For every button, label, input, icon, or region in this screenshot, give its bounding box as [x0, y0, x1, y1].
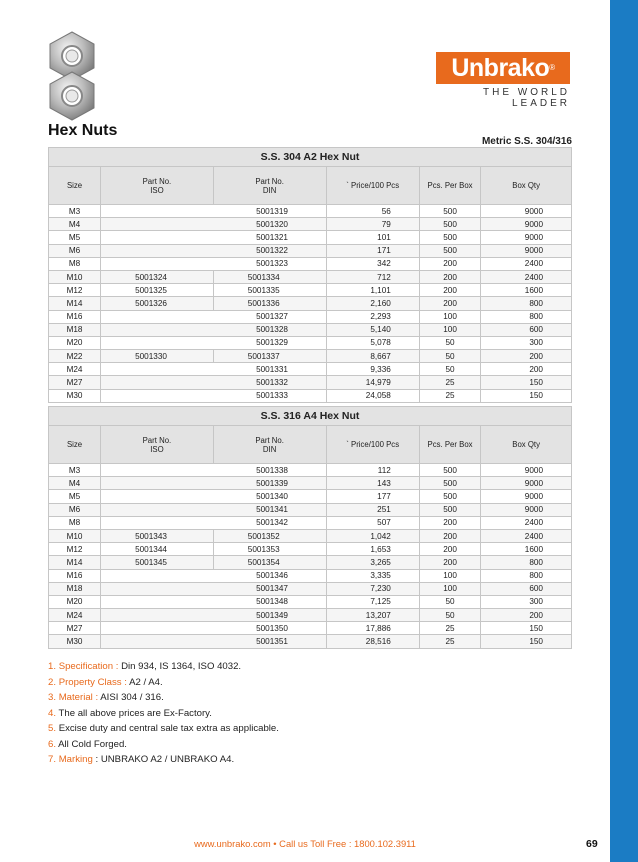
- cell-box-qty: 150: [481, 389, 572, 402]
- cell-box-qty: 9000: [481, 503, 572, 516]
- cell-box-qty: 200: [481, 609, 572, 622]
- cell-size: M24: [49, 609, 101, 622]
- table-row: [49, 363, 572, 376]
- cell-price: 79: [326, 218, 419, 231]
- spec-number: 3.: [48, 692, 57, 703]
- cell-part-no: 5001333: [101, 389, 326, 402]
- spec-label: Material :: [58, 692, 99, 703]
- cell-box-qty: 9000: [481, 231, 572, 244]
- cell-part-no: 5001331: [101, 363, 326, 376]
- cell-pcs-per-box: 200: [419, 516, 480, 529]
- cell-size: M5: [49, 490, 101, 503]
- header-pcs-per-box: Pcs. Per Box: [419, 426, 480, 464]
- cell-part-no: 5001346: [101, 569, 326, 582]
- cell-part-iso: 5001326: [101, 297, 214, 310]
- cell-part-no: 5001349: [101, 609, 326, 622]
- cell-size: M8: [49, 257, 101, 270]
- cell-part-no: 5001319: [101, 205, 326, 218]
- table-row: [49, 389, 572, 402]
- header-part-din-line1: Part No.: [255, 435, 284, 445]
- unbrako-logo: [436, 52, 570, 84]
- cell-part-no: 5001348: [101, 595, 326, 608]
- cell-size: M14: [49, 297, 101, 310]
- cell-pcs-per-box: 25: [419, 376, 480, 389]
- side-color-bar: [610, 0, 638, 862]
- cell-part-din: 5001352: [213, 529, 326, 542]
- table-row: [49, 270, 572, 283]
- table-row: [49, 310, 572, 323]
- header-part-iso: [101, 426, 214, 464]
- table-row: [49, 477, 572, 490]
- cell-part-din: 5001336: [213, 297, 326, 310]
- cell-pcs-per-box: 500: [419, 218, 480, 231]
- cell-box-qty: 300: [481, 336, 572, 349]
- cell-box-qty: 1600: [481, 543, 572, 556]
- cell-box-qty: 150: [481, 622, 572, 635]
- spec-text: Din 934, IS 1364, ISO 4032.: [121, 661, 242, 672]
- cell-part-no: 5001320: [101, 218, 326, 231]
- table-row: [49, 297, 572, 310]
- header-part-iso-line1: Part No.: [142, 176, 172, 186]
- cell-pcs-per-box: 100: [419, 323, 480, 336]
- cell-pcs-per-box: 200: [419, 543, 480, 556]
- header-size: Size: [49, 426, 101, 464]
- spec-label: Property Class :: [58, 676, 127, 688]
- cell-pcs-per-box: 500: [419, 490, 480, 503]
- page-number: 69: [586, 838, 598, 850]
- cell-box-qty: 150: [481, 635, 572, 648]
- table-row: [49, 464, 572, 477]
- cell-part-no: 5001322: [101, 244, 326, 257]
- spec-text: A2 / A4.: [129, 676, 163, 688]
- cell-box-qty: 800: [481, 310, 572, 323]
- cell-box-qty: 300: [481, 595, 572, 608]
- header-part-din-line2: DIN: [262, 185, 277, 195]
- cell-pcs-per-box: 25: [419, 635, 480, 648]
- table-row: [49, 503, 572, 516]
- table-row: [49, 516, 572, 529]
- cell-pcs-per-box: 500: [419, 205, 480, 218]
- cell-price: 13,207: [326, 609, 419, 622]
- cell-box-qty: 9000: [481, 218, 572, 231]
- cell-pcs-per-box: 50: [419, 336, 480, 349]
- footer-contact: www.unbrako.com • Call us Toll Free : 1800.102.3911: [194, 838, 416, 849]
- cell-part-iso: 5001324: [101, 270, 214, 283]
- table-row: [49, 231, 572, 244]
- cell-part-no: 5001332: [101, 376, 326, 389]
- cell-box-qty: 600: [481, 323, 572, 336]
- spec-item: [48, 690, 279, 706]
- cell-price: 1,653: [326, 543, 419, 556]
- cell-pcs-per-box: 50: [419, 609, 480, 622]
- cell-part-no: 5001341: [101, 503, 326, 516]
- spec-item: [48, 706, 279, 722]
- cell-pcs-per-box: 200: [419, 297, 480, 310]
- spec-text: : UNBRAKO A2 / UNBRAKO A4.: [95, 754, 235, 765]
- cell-price: 342: [326, 257, 419, 270]
- cell-box-qty: 2400: [481, 529, 572, 542]
- cell-pcs-per-box: 200: [419, 284, 480, 297]
- cell-box-qty: 200: [481, 350, 572, 363]
- cell-price: 3,265: [326, 556, 419, 569]
- metric-label: Metric S.S. 304/316: [481, 136, 572, 147]
- cell-pcs-per-box: 500: [419, 244, 480, 257]
- logo-registered-mark: ®: [549, 63, 555, 72]
- cell-pcs-per-box: 200: [419, 529, 480, 542]
- cell-part-iso: 5001344: [101, 543, 214, 556]
- spec-label: Specification :: [58, 661, 119, 672]
- cell-size: M16: [49, 310, 101, 323]
- cell-price: 2,160: [326, 297, 419, 310]
- cell-size: M27: [49, 376, 101, 389]
- cell-size: M30: [49, 635, 101, 648]
- cell-size: M6: [49, 244, 101, 257]
- cell-price: 8,667: [326, 350, 419, 363]
- cell-part-din: 5001354: [213, 556, 326, 569]
- cell-size: M8: [49, 516, 101, 529]
- spec-item: [48, 737, 279, 753]
- cell-box-qty: 2400: [481, 270, 572, 283]
- spec-number: 7.: [48, 754, 57, 765]
- cell-price: 712: [326, 270, 419, 283]
- cell-size: M12: [49, 284, 101, 297]
- cell-box-qty: 600: [481, 582, 572, 595]
- spec-number: 6.: [48, 738, 57, 750]
- table-row: [49, 490, 572, 503]
- spec-number: 4.: [48, 707, 57, 719]
- header-price: ` Price/100 Pcs: [326, 426, 419, 464]
- cell-price: 143: [326, 477, 419, 490]
- table-row: [49, 376, 572, 389]
- cell-part-no: 5001321: [101, 231, 326, 244]
- cell-price: 7,125: [326, 595, 419, 608]
- cell-pcs-per-box: 25: [419, 622, 480, 635]
- spec-item: [48, 752, 279, 768]
- header-part-din-line2: DIN: [262, 444, 277, 454]
- ss316-price-table: [48, 406, 572, 649]
- cell-part-iso: 5001330: [101, 350, 214, 363]
- cell-price: 507: [326, 516, 419, 529]
- spec-text: Excise duty and central sale tax extra as applicable.: [58, 723, 279, 734]
- cell-price: 177: [326, 490, 419, 503]
- cell-price: 14,979: [326, 376, 419, 389]
- cell-pcs-per-box: 200: [419, 257, 480, 270]
- cell-price: 3,335: [326, 569, 419, 582]
- cell-pcs-per-box: 500: [419, 477, 480, 490]
- cell-part-no: 5001350: [101, 622, 326, 635]
- cell-size: M10: [49, 529, 101, 542]
- cell-size: M3: [49, 464, 101, 477]
- page-title: Hex Nuts: [48, 122, 118, 139]
- cell-part-no: 5001340: [101, 490, 326, 503]
- spec-item: [48, 675, 279, 691]
- table-row: [49, 582, 572, 595]
- cell-box-qty: 1600: [481, 284, 572, 297]
- cell-box-qty: 9000: [481, 477, 572, 490]
- logo-wordmark: Unbrako: [451, 54, 550, 82]
- cell-pcs-per-box: 25: [419, 389, 480, 402]
- hex-nuts-photo: [44, 30, 100, 122]
- spec-number: 5.: [48, 723, 57, 734]
- cell-part-iso: 5001343: [101, 529, 214, 542]
- cell-size: M3: [49, 205, 101, 218]
- cell-pcs-per-box: 500: [419, 464, 480, 477]
- cell-price: 2,293: [326, 310, 419, 323]
- header-price: ` Price/100 Pcs: [326, 167, 419, 205]
- cell-pcs-per-box: 50: [419, 363, 480, 376]
- cell-part-din: 5001335: [213, 284, 326, 297]
- table-row: [49, 569, 572, 582]
- cell-part-no: 5001339: [101, 477, 326, 490]
- header-part-iso-line1: Part No.: [142, 435, 172, 445]
- table-row: [49, 529, 572, 542]
- cell-price: 101: [326, 231, 419, 244]
- cell-pcs-per-box: 50: [419, 595, 480, 608]
- cell-part-no: 5001342: [101, 516, 326, 529]
- cell-box-qty: 9000: [481, 490, 572, 503]
- cell-part-iso: 5001345: [101, 556, 214, 569]
- cell-size: M24: [49, 363, 101, 376]
- cell-box-qty: 9000: [481, 244, 572, 257]
- cell-size: M12: [49, 543, 101, 556]
- table-row: [49, 257, 572, 270]
- table-row: [49, 244, 572, 257]
- spec-item: [48, 659, 279, 675]
- cell-pcs-per-box: 100: [419, 582, 480, 595]
- cell-size: M10: [49, 270, 101, 283]
- table-row: [49, 336, 572, 349]
- spec-text: AISI 304 / 316.: [100, 692, 164, 703]
- ss304-price-table: [48, 147, 572, 403]
- cell-size: M27: [49, 622, 101, 635]
- cell-part-din: 5001353: [213, 543, 326, 556]
- table-row: [49, 595, 572, 608]
- spec-text: All Cold Forged.: [58, 738, 127, 750]
- brand-tagline: THE WORLD LEADER: [483, 87, 570, 109]
- table-row: [49, 218, 572, 231]
- spec-label: Marking: [58, 754, 93, 765]
- cell-box-qty: 200: [481, 363, 572, 376]
- cell-price: 112: [326, 464, 419, 477]
- header-box-qty: Box Qty: [481, 167, 572, 205]
- table-caption: S.S. 304 A2 Hex Nut: [49, 148, 572, 167]
- cell-size: M22: [49, 350, 101, 363]
- table-row: [49, 622, 572, 635]
- cell-price: 171: [326, 244, 419, 257]
- cell-box-qty: 2400: [481, 257, 572, 270]
- cell-box-qty: 150: [481, 376, 572, 389]
- cell-pcs-per-box: 100: [419, 310, 480, 323]
- table-row: [49, 323, 572, 336]
- cell-price: 9,336: [326, 363, 419, 376]
- cell-price: 5,078: [326, 336, 419, 349]
- header-size: Size: [49, 167, 101, 205]
- cell-size: M20: [49, 336, 101, 349]
- cell-part-din: 5001334: [213, 270, 326, 283]
- cell-box-qty: 800: [481, 569, 572, 582]
- table-row: [49, 556, 572, 569]
- table-caption: S.S. 316 A4 Hex Nut: [49, 407, 572, 426]
- cell-size: M30: [49, 389, 101, 402]
- cell-size: M18: [49, 323, 101, 336]
- cell-size: M18: [49, 582, 101, 595]
- cell-pcs-per-box: 200: [419, 270, 480, 283]
- cell-price: 251: [326, 503, 419, 516]
- header-part-din: [213, 167, 326, 205]
- cell-price: 1,101: [326, 284, 419, 297]
- cell-box-qty: 800: [481, 297, 572, 310]
- cell-box-qty: 9000: [481, 464, 572, 477]
- cell-price: 5,140: [326, 323, 419, 336]
- cell-size: M14: [49, 556, 101, 569]
- cell-size: M4: [49, 218, 101, 231]
- header-part-din-line1: Part No.: [255, 176, 284, 186]
- cell-part-no: 5001338: [101, 464, 326, 477]
- cell-part-no: 5001347: [101, 582, 326, 595]
- cell-part-no: 5001329: [101, 336, 326, 349]
- cell-price: 28,516: [326, 635, 419, 648]
- cell-box-qty: 800: [481, 556, 572, 569]
- table-row: [49, 635, 572, 648]
- spec-number: 2.: [48, 676, 57, 688]
- cell-part-no: 5001351: [101, 635, 326, 648]
- cell-size: M5: [49, 231, 101, 244]
- table-row: [49, 609, 572, 622]
- cell-part-no: 5001328: [101, 323, 326, 336]
- cell-price: 24,058: [326, 389, 419, 402]
- spec-item: [48, 721, 279, 737]
- cell-price: 1,042: [326, 529, 419, 542]
- cell-pcs-per-box: 100: [419, 569, 480, 582]
- specifications-list: [48, 659, 279, 768]
- header-pcs-per-box: Pcs. Per Box: [419, 167, 480, 205]
- header-box-qty: Box Qty: [481, 426, 572, 464]
- table-row: [49, 284, 572, 297]
- cell-part-iso: 5001325: [101, 284, 214, 297]
- header-part-iso-line2: ISO: [150, 185, 164, 195]
- header-part-din: [213, 426, 326, 464]
- table-row: [49, 205, 572, 218]
- cell-box-qty: 2400: [481, 516, 572, 529]
- cell-part-no: 5001323: [101, 257, 326, 270]
- cell-part-no: 5001327: [101, 310, 326, 323]
- cell-part-din: 5001337: [213, 350, 326, 363]
- cell-price: 7,230: [326, 582, 419, 595]
- cell-size: M6: [49, 503, 101, 516]
- cell-box-qty: 9000: [481, 205, 572, 218]
- cell-price: 17,886: [326, 622, 419, 635]
- spec-number: 1.: [48, 661, 57, 672]
- header-part-iso: [101, 167, 214, 205]
- cell-price: 56: [326, 205, 419, 218]
- cell-size: M20: [49, 595, 101, 608]
- cell-pcs-per-box: 50: [419, 350, 480, 363]
- spec-text: The all above prices are Ex-Factory.: [58, 707, 212, 719]
- header-part-iso-line2: ISO: [150, 444, 164, 454]
- cell-pcs-per-box: 500: [419, 231, 480, 244]
- table-row: [49, 350, 572, 363]
- table-row: [49, 543, 572, 556]
- cell-pcs-per-box: 500: [419, 503, 480, 516]
- cell-pcs-per-box: 200: [419, 556, 480, 569]
- cell-size: M4: [49, 477, 101, 490]
- cell-size: M16: [49, 569, 101, 582]
